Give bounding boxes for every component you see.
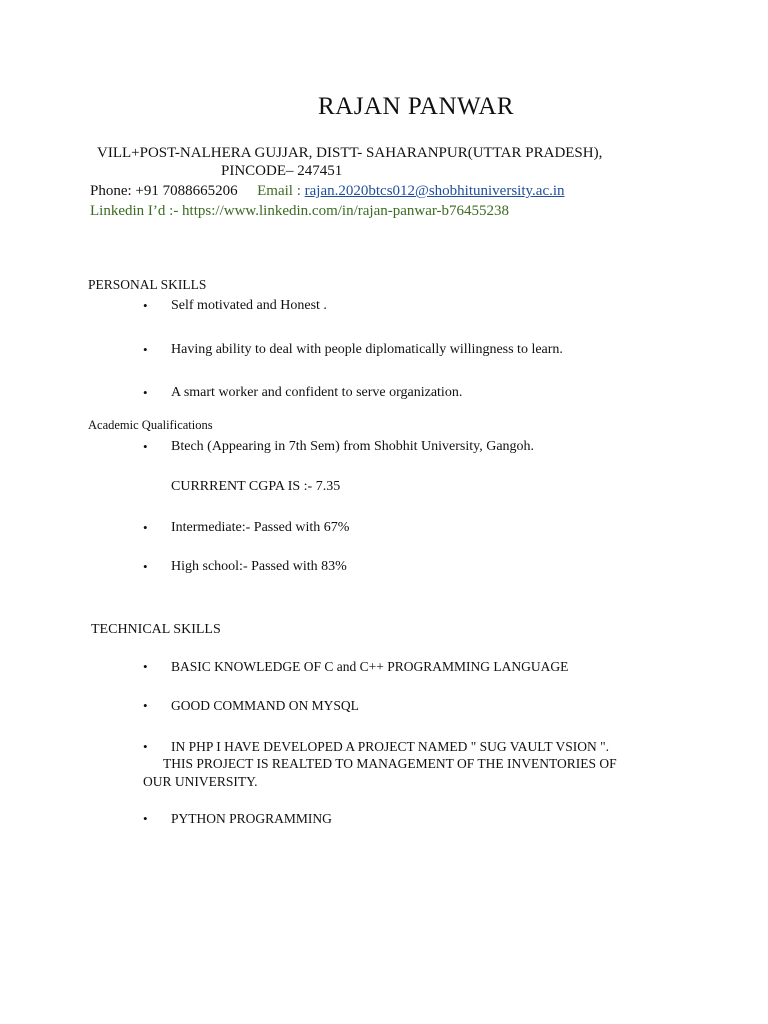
address-pincode: PINCODE– 247451 (221, 163, 343, 179)
personal-skills-heading: PERSONAL SKILLS (88, 277, 207, 292)
bullet: • (143, 342, 148, 357)
email-label: Email : (257, 183, 305, 199)
bullet: • (143, 385, 148, 400)
technical-skills-heading: TECHNICAL SKILLS (91, 622, 221, 637)
bullet: • (143, 698, 148, 713)
technical-skill-item: IN PHP I HAVE DEVELOPED A PROJECT NAMED " SUG VAULT VSION ". (171, 739, 609, 754)
bullet: • (143, 739, 148, 754)
phone-number: Phone: +91 7088665206 (90, 183, 238, 199)
personal-skill-item: A smart worker and confident to serve organization. (171, 385, 463, 400)
bullet: • (143, 298, 148, 313)
contact-line (90, 183, 565, 200)
bullet: • (143, 520, 148, 535)
project-description-line: OUR UNIVERSITY. (143, 774, 258, 789)
academic-heading: Academic Qualifications (88, 418, 213, 432)
cgpa-line: CURRRENT CGPA IS :- 7.35 (171, 479, 341, 494)
personal-skill-item: Having ability to deal with people diplomatically willingness to learn. (171, 342, 563, 357)
technical-skill-item: GOOD COMMAND ON MYSQL (171, 698, 359, 713)
academic-item: Btech (Appearing in 7th Sem) from Shobhit University, Gangoh. (171, 439, 535, 454)
linkedin-line[interactable]: Linkedin I’d :- https://www.linkedin.com/in/rajan-panwar-b76455238 (90, 203, 510, 219)
resume-name: RAJAN PANWAR (318, 93, 515, 120)
project-description-line: THIS PROJECT IS REALTED TO MANAGEMENT OF THE INVENTORIES OF (163, 756, 617, 771)
technical-skill-item: PYTHON PROGRAMMING (171, 811, 332, 826)
address-line-1: VILL+POST-NALHERA GUJJAR, DISTT- SAHARANPUR(UTTAR PRADESH), (97, 145, 603, 161)
academic-item: High school:- Passed with 83% (171, 559, 347, 574)
bullet: • (143, 439, 148, 454)
academic-item: Intermediate:- Passed with 67% (171, 520, 350, 535)
email-link[interactable]: rajan.2020btcs012@shobhituniversity.ac.in (304, 183, 565, 199)
bullet: • (143, 811, 148, 826)
bullet: • (143, 559, 148, 574)
technical-skill-item: BASIC KNOWLEDGE OF C and C++ PROGRAMMING LANGUAGE (171, 659, 569, 674)
bullet: • (143, 659, 148, 674)
personal-skill-item: Self motivated and Honest . (171, 298, 327, 313)
